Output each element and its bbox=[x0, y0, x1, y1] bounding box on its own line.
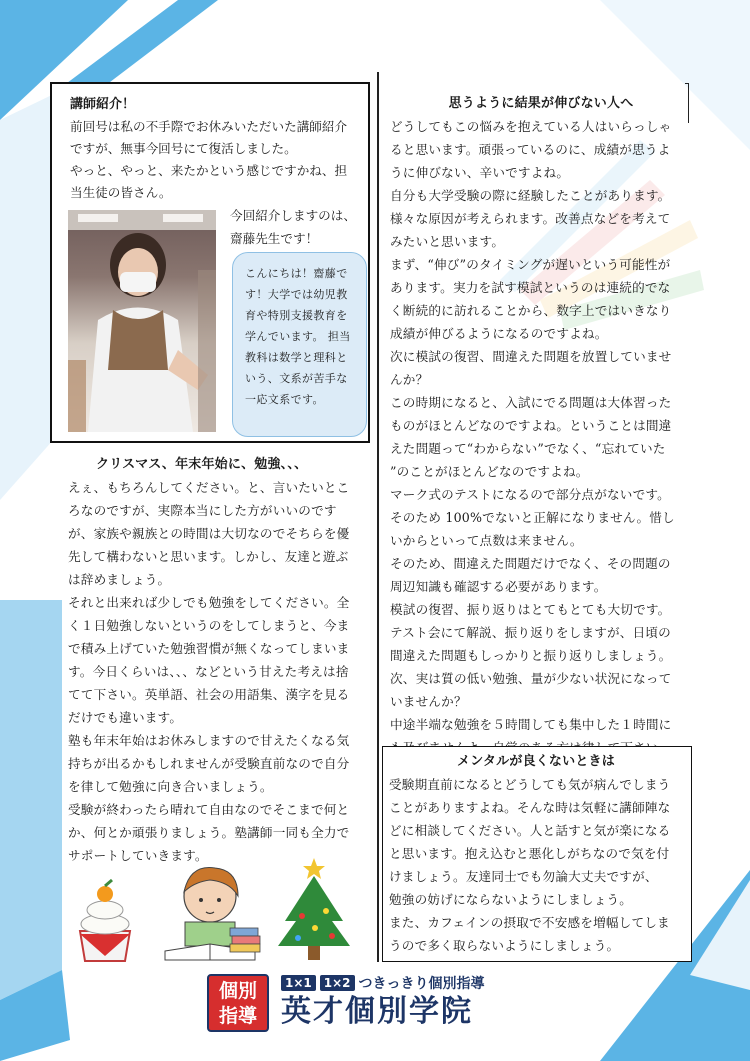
text-line: ると思います。頑張っているのに、成績が思うよ bbox=[390, 142, 671, 157]
text-line: ろなのですが、実際本当にした方がいいのです bbox=[68, 503, 337, 518]
instructor-paragraph: 前回号は私の不手際でお休みいただいた講師紹介ですが、無事今回号にて復活しました。 bbox=[70, 119, 348, 156]
instructor-intro-side bbox=[230, 204, 365, 250]
instructor-photo-illustration bbox=[68, 210, 216, 432]
text-line: が、家族や親族との時間は大切なのでそちらを優 bbox=[68, 526, 350, 541]
text-line: それと出来れば少しでも勉強をしてください。全 bbox=[68, 595, 350, 610]
text-line: マーク式のテストになるので部分点がないです。 bbox=[390, 487, 670, 502]
text-line: 様々な原因が考えられます。改善点などを考えて bbox=[390, 211, 671, 226]
christmas-tree-icon bbox=[278, 858, 350, 960]
bubble-line: こんにちは！齋藤で bbox=[245, 267, 348, 280]
text-line: みたいと思います。 bbox=[390, 234, 505, 249]
bubble-line: 学んでいます。 担当 bbox=[245, 330, 351, 343]
text-line: いませんか？ bbox=[390, 694, 467, 709]
bubble-line: 育や特別支援教育を bbox=[245, 309, 348, 322]
instructor-title: 講師紹介！ bbox=[70, 97, 136, 112]
bubble-line: す！大学では幼児教 bbox=[245, 288, 348, 301]
text-line: く断続的に訪れることから、数字上ではいきなり bbox=[390, 303, 672, 318]
text-line: けましょう。友達同士でも勿論大丈夫ですが、 bbox=[389, 869, 658, 884]
logo-badge-top: 個別 bbox=[218, 980, 257, 1002]
text-line: 持ちが出るかもしれませんが受験直前なので自分 bbox=[68, 756, 350, 771]
text-line: は辞めましょう。 bbox=[68, 572, 171, 587]
text-line: そのため 100%でないと正解になりません。惜し bbox=[390, 510, 675, 525]
text-line: 間違えた問題もしっかりと振り返りしましょう。 bbox=[390, 648, 672, 663]
bubble-line: いう、文系が苦手な bbox=[245, 372, 348, 385]
kagami-mochi-icon bbox=[80, 880, 130, 961]
growth-advice-section bbox=[390, 92, 692, 759]
growth-section-title: 思うように結果が伸びない人へ bbox=[448, 96, 634, 111]
text-line: えぇ、もちろんしてください。と、言いたいとこ bbox=[68, 480, 350, 495]
text-line: ことがありますよね。そんな時は気軽に講師陣な bbox=[389, 800, 671, 815]
column-divider bbox=[377, 72, 379, 962]
logo-tag-row bbox=[281, 972, 485, 994]
text-line: で積み上げていた勉強習慣が無くなってしまいま bbox=[68, 641, 350, 656]
text-line: 勉強の妨げにならないようにしましょう。 bbox=[389, 892, 633, 907]
instructor-intro-box bbox=[50, 82, 370, 443]
bubble-line: 教科は数学と理科と bbox=[245, 351, 348, 364]
text-line: か、何とか頑張りましょう。塾講師一同も全力で bbox=[68, 825, 350, 840]
text-line: どうしてもこの悩みを抱えている人はいらっしゃ bbox=[390, 119, 672, 134]
text-line: 受験が終わったら晴れて自由なのでそこまで何と bbox=[68, 802, 350, 817]
mental-section-body bbox=[389, 773, 683, 957]
text-line: 周辺知識も確認する必要があります。 bbox=[390, 579, 607, 594]
text-line: 自分も大学受験の際に経験したことがあります。 bbox=[390, 188, 671, 203]
text-line: んか？ bbox=[390, 372, 429, 387]
text-line: ものがほとんどなのですよね。ということは間違 bbox=[390, 418, 672, 433]
text-line: 塾も年末年始はお休みしますので甘えたくなる気 bbox=[68, 733, 350, 748]
text-line: 中途半端な勉強を５時間しても集中した１時間に bbox=[390, 717, 672, 732]
text-line: く１日勉強しないというのをしてしまうと、今ま bbox=[68, 618, 350, 633]
mental-section-title: メンタルが良くないときは bbox=[457, 754, 615, 769]
speech-bubble bbox=[232, 252, 367, 437]
text-line: テスト会にて解説、振り返りをしますが、日頃の bbox=[390, 625, 671, 640]
text-line: ”のことがほとんどなのですよね。 bbox=[390, 464, 589, 479]
text-line: 模試の復習、振り返りはとてもとても大切です。 bbox=[390, 602, 671, 617]
instructor-photo bbox=[68, 210, 216, 432]
text-line: サポートしていきます。 bbox=[68, 848, 208, 863]
bubble-line: 一応文系です。 bbox=[245, 393, 324, 406]
text-line: うので多く取らないようにしましょう。 bbox=[389, 938, 620, 953]
logo-school-name: 英才個別学院 bbox=[281, 994, 473, 1029]
mental-health-box bbox=[382, 746, 692, 962]
logo-badge bbox=[207, 974, 269, 1032]
school-logo bbox=[207, 972, 547, 1032]
text-line: 先して構わないと思います。しかし、友達と遊ぶ bbox=[68, 549, 349, 564]
growth-section-body bbox=[390, 115, 692, 759]
studying-boy-icon bbox=[165, 868, 260, 961]
text-line: す。今日くらいは、、、などという甘えた考えは捨 bbox=[68, 664, 349, 679]
text-line: この時期になると、入試にでる問題は大体習った bbox=[390, 395, 672, 410]
text-line: 次、実は質の低い勉強、量が少ない状況になって bbox=[390, 671, 672, 686]
text-line: あります。実力を試す模試というのは連続的でな bbox=[390, 280, 671, 295]
logo-chip-1x2: 1×2 bbox=[320, 975, 355, 991]
christmas-study-section bbox=[68, 453, 368, 867]
text-line: と思います。抱え込むと悪化しがちなので気を付 bbox=[389, 846, 670, 861]
text-line: 次に模試の復習、間違えた問題を放置していませ bbox=[390, 349, 672, 364]
text-line: を律して勉強に向き合いましょう。 bbox=[68, 779, 273, 794]
text-line: そのため、間違えた問題だけでなく、その問題の bbox=[390, 556, 671, 571]
text-line: てて下さい。英単語、社会の用語集、漢字を見る bbox=[68, 687, 350, 702]
illustrations bbox=[70, 856, 370, 966]
text-line: また、カフェインの摂取で不安感を増幅してしま bbox=[389, 915, 670, 930]
instructor-paragraph: やっと、やっと、来たかという感じですかね、担当生徒の皆さん。 bbox=[70, 163, 348, 200]
text-line: 成績が伸びるようになるのですよね。 bbox=[390, 326, 608, 341]
text-line: 受験期直前になるとどうしても気が病んでしまう bbox=[389, 777, 671, 792]
logo-tagline: つきっきり個別指導 bbox=[358, 976, 485, 992]
intro-line: 今回紹介しますのは、 bbox=[230, 208, 356, 223]
logo-badge-bottom: 指導 bbox=[218, 1005, 257, 1027]
christmas-section-body bbox=[68, 476, 368, 867]
text-line: まず、“伸び”のタイミングが遅いという可能性が bbox=[390, 257, 671, 272]
christmas-section-title: クリスマス、年末年始に、勉強、、、 bbox=[96, 457, 308, 472]
text-line: うに伸びない、辛いですよね。 bbox=[390, 165, 570, 180]
intro-line: 齋藤先生です！ bbox=[230, 231, 319, 246]
instructor-intro-text bbox=[70, 116, 354, 204]
text-line: どに相談してください。人と話すと気が楽になる bbox=[389, 823, 671, 838]
text-line: えた問題って“わからない”でなく、“忘れていた bbox=[390, 441, 666, 456]
text-line: いからといって点数は来ません。 bbox=[390, 533, 583, 548]
logo-chip-1x1: 1×1 bbox=[281, 975, 316, 991]
text-line: だけでも違います。 bbox=[68, 710, 183, 725]
